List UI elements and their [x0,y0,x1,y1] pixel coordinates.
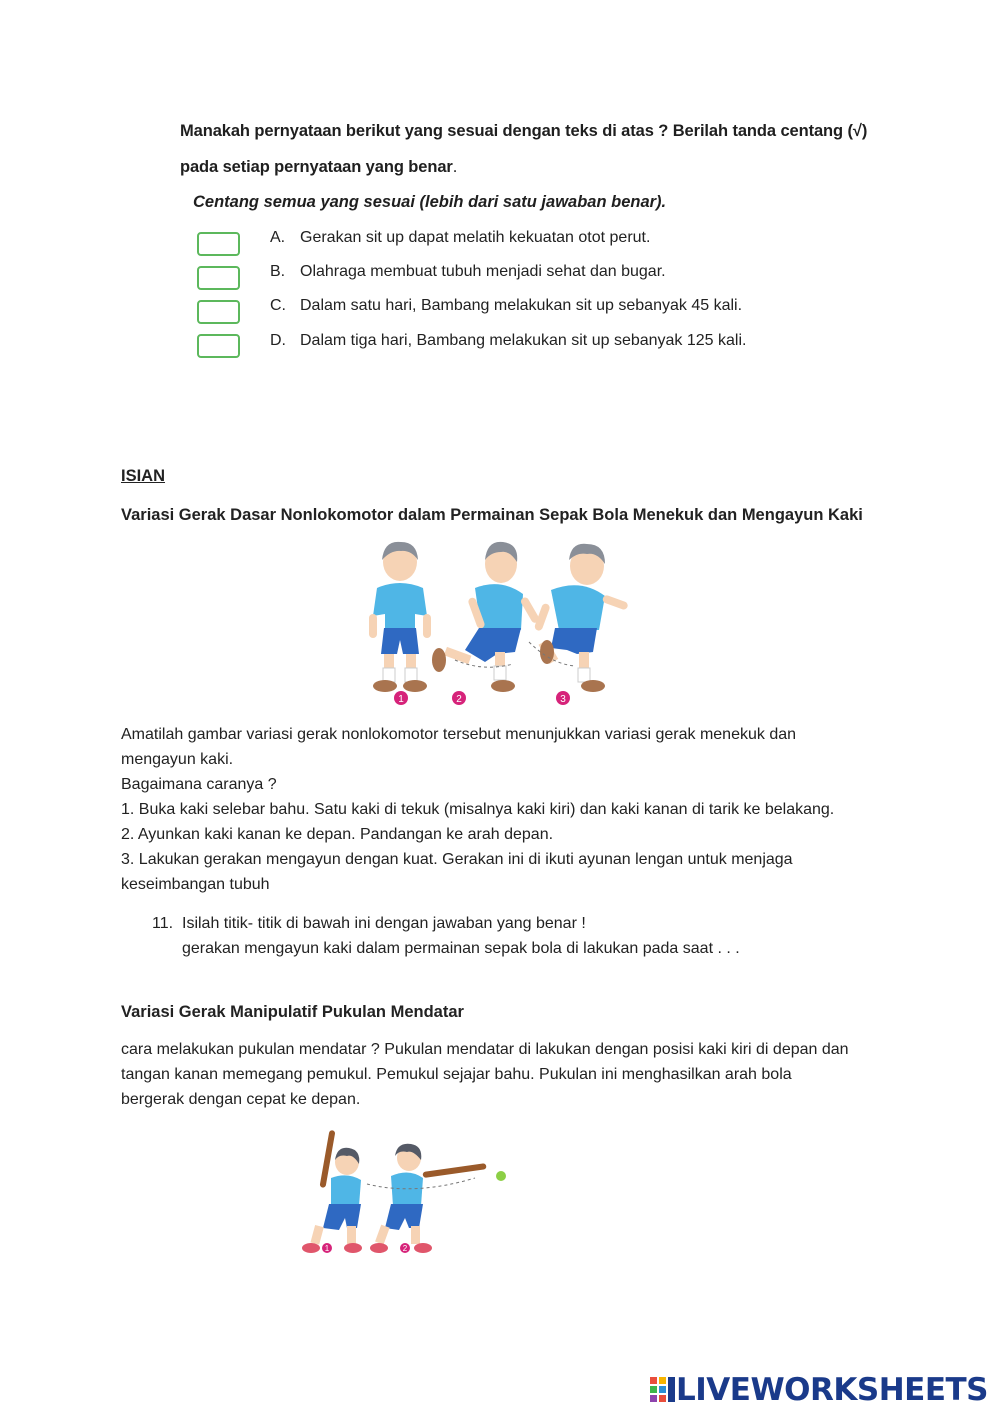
option-a-text: Gerakan sit up dapat melatih kekuatan otot perut. [300,229,651,246]
isian-heading: ISIAN [121,467,166,485]
question-11 [152,911,740,961]
section2-title: Variasi Gerak Manipulatif Pukulan Mendatar [121,1003,464,1021]
girl-figure-2 [370,1144,487,1253]
liveworksheets-icon [650,1377,676,1403]
step-label-3: 3 [560,694,566,705]
paragraph-1-line: mengayun kaki. [121,751,234,768]
paragraph-1-line: 3. Lakukan gerakan mengayun dengan kuat. Gerakan ini di ikuti ayunan lengan untuk menjaga [121,851,793,868]
ball [496,1171,506,1181]
boy-1-left-shoe [373,680,397,692]
girl-1-right-leg [347,1226,356,1244]
step-label-2: 2 [402,1244,408,1253]
boy-2-sock [494,666,506,680]
option-c-text: Dalam satu hari, Bambang melakukan sit up sebanyak 45 kali. [300,297,743,314]
paragraph-2-line: cara melakukan pukulan mendatar ? Pukulan mendatar di lakukan dengan posisi kaki kiri di depan dan [121,1041,849,1058]
leg-swing-illustration [355,538,635,710]
boy-figure-2 [432,542,540,692]
boy-3-sock [578,668,590,682]
girl-2-left-leg [375,1225,390,1245]
paragraph-2 [121,1037,901,1112]
girl-2-left-shoe [370,1243,388,1253]
boy-1-shirt [373,583,427,630]
option-a-checkbox[interactable] [197,232,240,256]
option-c-checkbox[interactable] [197,300,240,324]
girl-1-left-leg [310,1225,323,1245]
boy-3-back-shoe [540,640,554,664]
boy-3-shirt [551,585,605,630]
question-line-2-period: . [452,158,458,176]
paragraph-2-line: bergerak dengan cepat ke depan. [121,1091,361,1108]
girl-1-left-shoe [302,1243,320,1253]
question-11-prompt: Isilah titik- titik di bawah ini dengan jawaban yang benar ! [182,915,586,932]
option-b-checkbox[interactable] [197,266,240,290]
paragraph-1-line: 1. Buka kaki selebar bahu. Satu kaki di tekuk (misalnya kaki kiri) dan kaki kanan di tarik ke belakang. [121,801,835,818]
boy-3-right-arm [602,594,629,610]
paragraph-1-line: 2. Ayunkan kaki kanan ke depan. Pandangan ke arah depan. [121,826,554,843]
boy-3-shorts [551,628,597,654]
paragraph-1-line: Amatilah gambar variasi gerak nonlokomotor tersebut menunjukkan variasi gerak menekuk dan [121,726,797,743]
girl-1-shirt [331,1175,361,1206]
step-label-1: 1 [398,694,404,705]
boy-1-right-arm [423,614,431,638]
boy-2-shorts [465,628,521,662]
boy-figure-3 [534,544,629,692]
question-line-2-text: pada setiap pernyataan yang benar [180,158,453,176]
girl-1-right-shoe [344,1243,362,1253]
horizontal-hit-illustration [295,1126,515,1258]
boy-figure-1 [369,542,431,692]
girl-2-bat [422,1163,486,1178]
boy-2-front-shoe [491,680,515,692]
boy-1-left-arm [369,614,377,638]
option-b-text: Olahraga membuat tubuh menjadi sehat dan bugar. [300,263,666,280]
liveworksheets-wordmark: LIVEWORKSHEETS [676,1372,988,1408]
section1-title: Variasi Gerak Dasar Nonlokomotor dalam Permainan Sepak Bola Menekuk dan Mengayun Kaki [121,506,863,524]
question-line-2 [180,158,457,177]
boy-1-right-shoe [403,680,427,692]
option-c-letter: C. [270,297,286,314]
girl-figure-1 [302,1130,362,1253]
boy-1-right-sock [405,668,417,682]
girl-2-shirt [391,1172,423,1206]
boy-1-shorts [381,628,419,654]
question-11-number: 11. [152,915,174,932]
option-d-checkbox[interactable] [197,334,240,358]
step-label-2: 2 [456,694,462,705]
question-line-1: Manakah pernyataan berikut yang sesuai dengan teks di atas ? Berilah tanda centang (√) [180,122,868,140]
option-b-letter: B. [270,263,286,280]
question-instruction: Centang semua yang sesuai (lebih dari satu jawaban benar). [193,193,667,211]
girl-2-right-leg [411,1226,420,1244]
step-label-1: 1 [324,1244,330,1253]
paragraph-1 [121,722,901,897]
liveworksheets-logo [650,1373,988,1407]
option-d-letter: D. [270,332,286,349]
paragraph-2-line: tangan kanan memegang pemukul. Pemukul sejajar bahu. Pukulan ini menghasilkan arah bola [121,1066,792,1083]
option-d-text: Dalam tiga hari, Bambang melakukan sit up sebanyak 125 kali. [300,332,747,349]
girl-2-right-shoe [414,1243,432,1253]
boy-3-front-shoe [581,680,605,692]
option-a-letter: A. [270,229,286,246]
paragraph-1-line: keseimbangan tubuh [121,876,270,893]
paragraph-1-line: Bagaimana caranya ? [121,776,277,793]
boy-2-back-shoe [432,648,446,672]
question-11-text[interactable]: gerakan mengayun kaki dalam permainan sepak bola di lakukan pada saat . . . [182,940,740,957]
boy-1-left-sock [383,668,395,682]
